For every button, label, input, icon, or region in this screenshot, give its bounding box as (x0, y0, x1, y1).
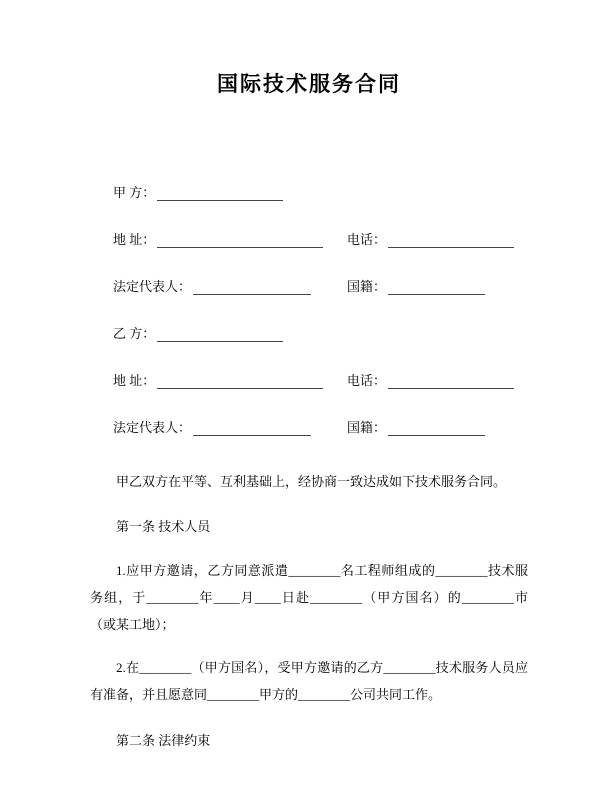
party-b-address-group (113, 370, 347, 389)
party-b-address-blank (157, 374, 323, 389)
party-a-phone-label: 电话： (347, 232, 387, 247)
intro-paragraph: 甲乙双方在平等、互利基础上，经协商一致达成如下技术服务合同。 (116, 474, 507, 489)
section-1-clause-1: 1.应甲方邀请，乙方同意派遣________名工程师组成的________技术服务组，于________年____月____日赴________（甲方国名）的________市（或某工地）； (90, 563, 528, 632)
party-b-name-blank (157, 327, 283, 342)
party-b-address-label: 地 址： (113, 373, 156, 388)
party-a-nationality-blank (388, 280, 485, 295)
party-a-address-label: 地 址： (113, 232, 156, 247)
contract-title: 国际技术服务合同 (217, 73, 401, 96)
party-b-name-label: 乙 方： (113, 326, 156, 341)
party-a-address-blank (157, 233, 323, 248)
party-a-address-group (113, 229, 347, 248)
party-b-legal-rep-group (113, 417, 347, 436)
party-a-legal-rep-group (113, 276, 347, 295)
party-a-legal-rep-row (90, 279, 528, 295)
party-a-legal-rep-blank (193, 280, 311, 295)
party-a-name-row (90, 185, 528, 201)
party-b-nationality-blank (388, 421, 485, 436)
party-a-name-label: 甲 方： (113, 185, 156, 200)
party-b-legal-rep-label: 法定代表人： (113, 420, 192, 435)
party-a-legal-rep-label: 法定代表人： (113, 279, 192, 294)
section-1-clause-2: 2.在________（甲方国名），受甲方邀请的乙方________技术服务人员应有准备，并且愿意同________甲方的________公司共同工作。 (90, 660, 528, 702)
party-b-legal-rep-blank (193, 421, 311, 436)
section-2-heading: 第二条 法律约束 (116, 733, 211, 748)
party-a-address-phone-row (90, 232, 528, 248)
party-b-phone-blank (388, 374, 514, 389)
party-a-nationality-label: 国籍： (347, 279, 387, 294)
party-b-phone-label: 电话： (347, 373, 387, 388)
party-b-address-phone-row (90, 373, 528, 389)
party-b-legal-rep-row (90, 420, 528, 436)
party-b-nationality-label: 国籍： (347, 420, 387, 435)
section-1-heading: 第一条 技术人员 (116, 519, 211, 534)
party-a-name-blank (157, 186, 283, 201)
party-b-name-row (90, 326, 528, 342)
party-a-phone-blank (388, 233, 514, 248)
